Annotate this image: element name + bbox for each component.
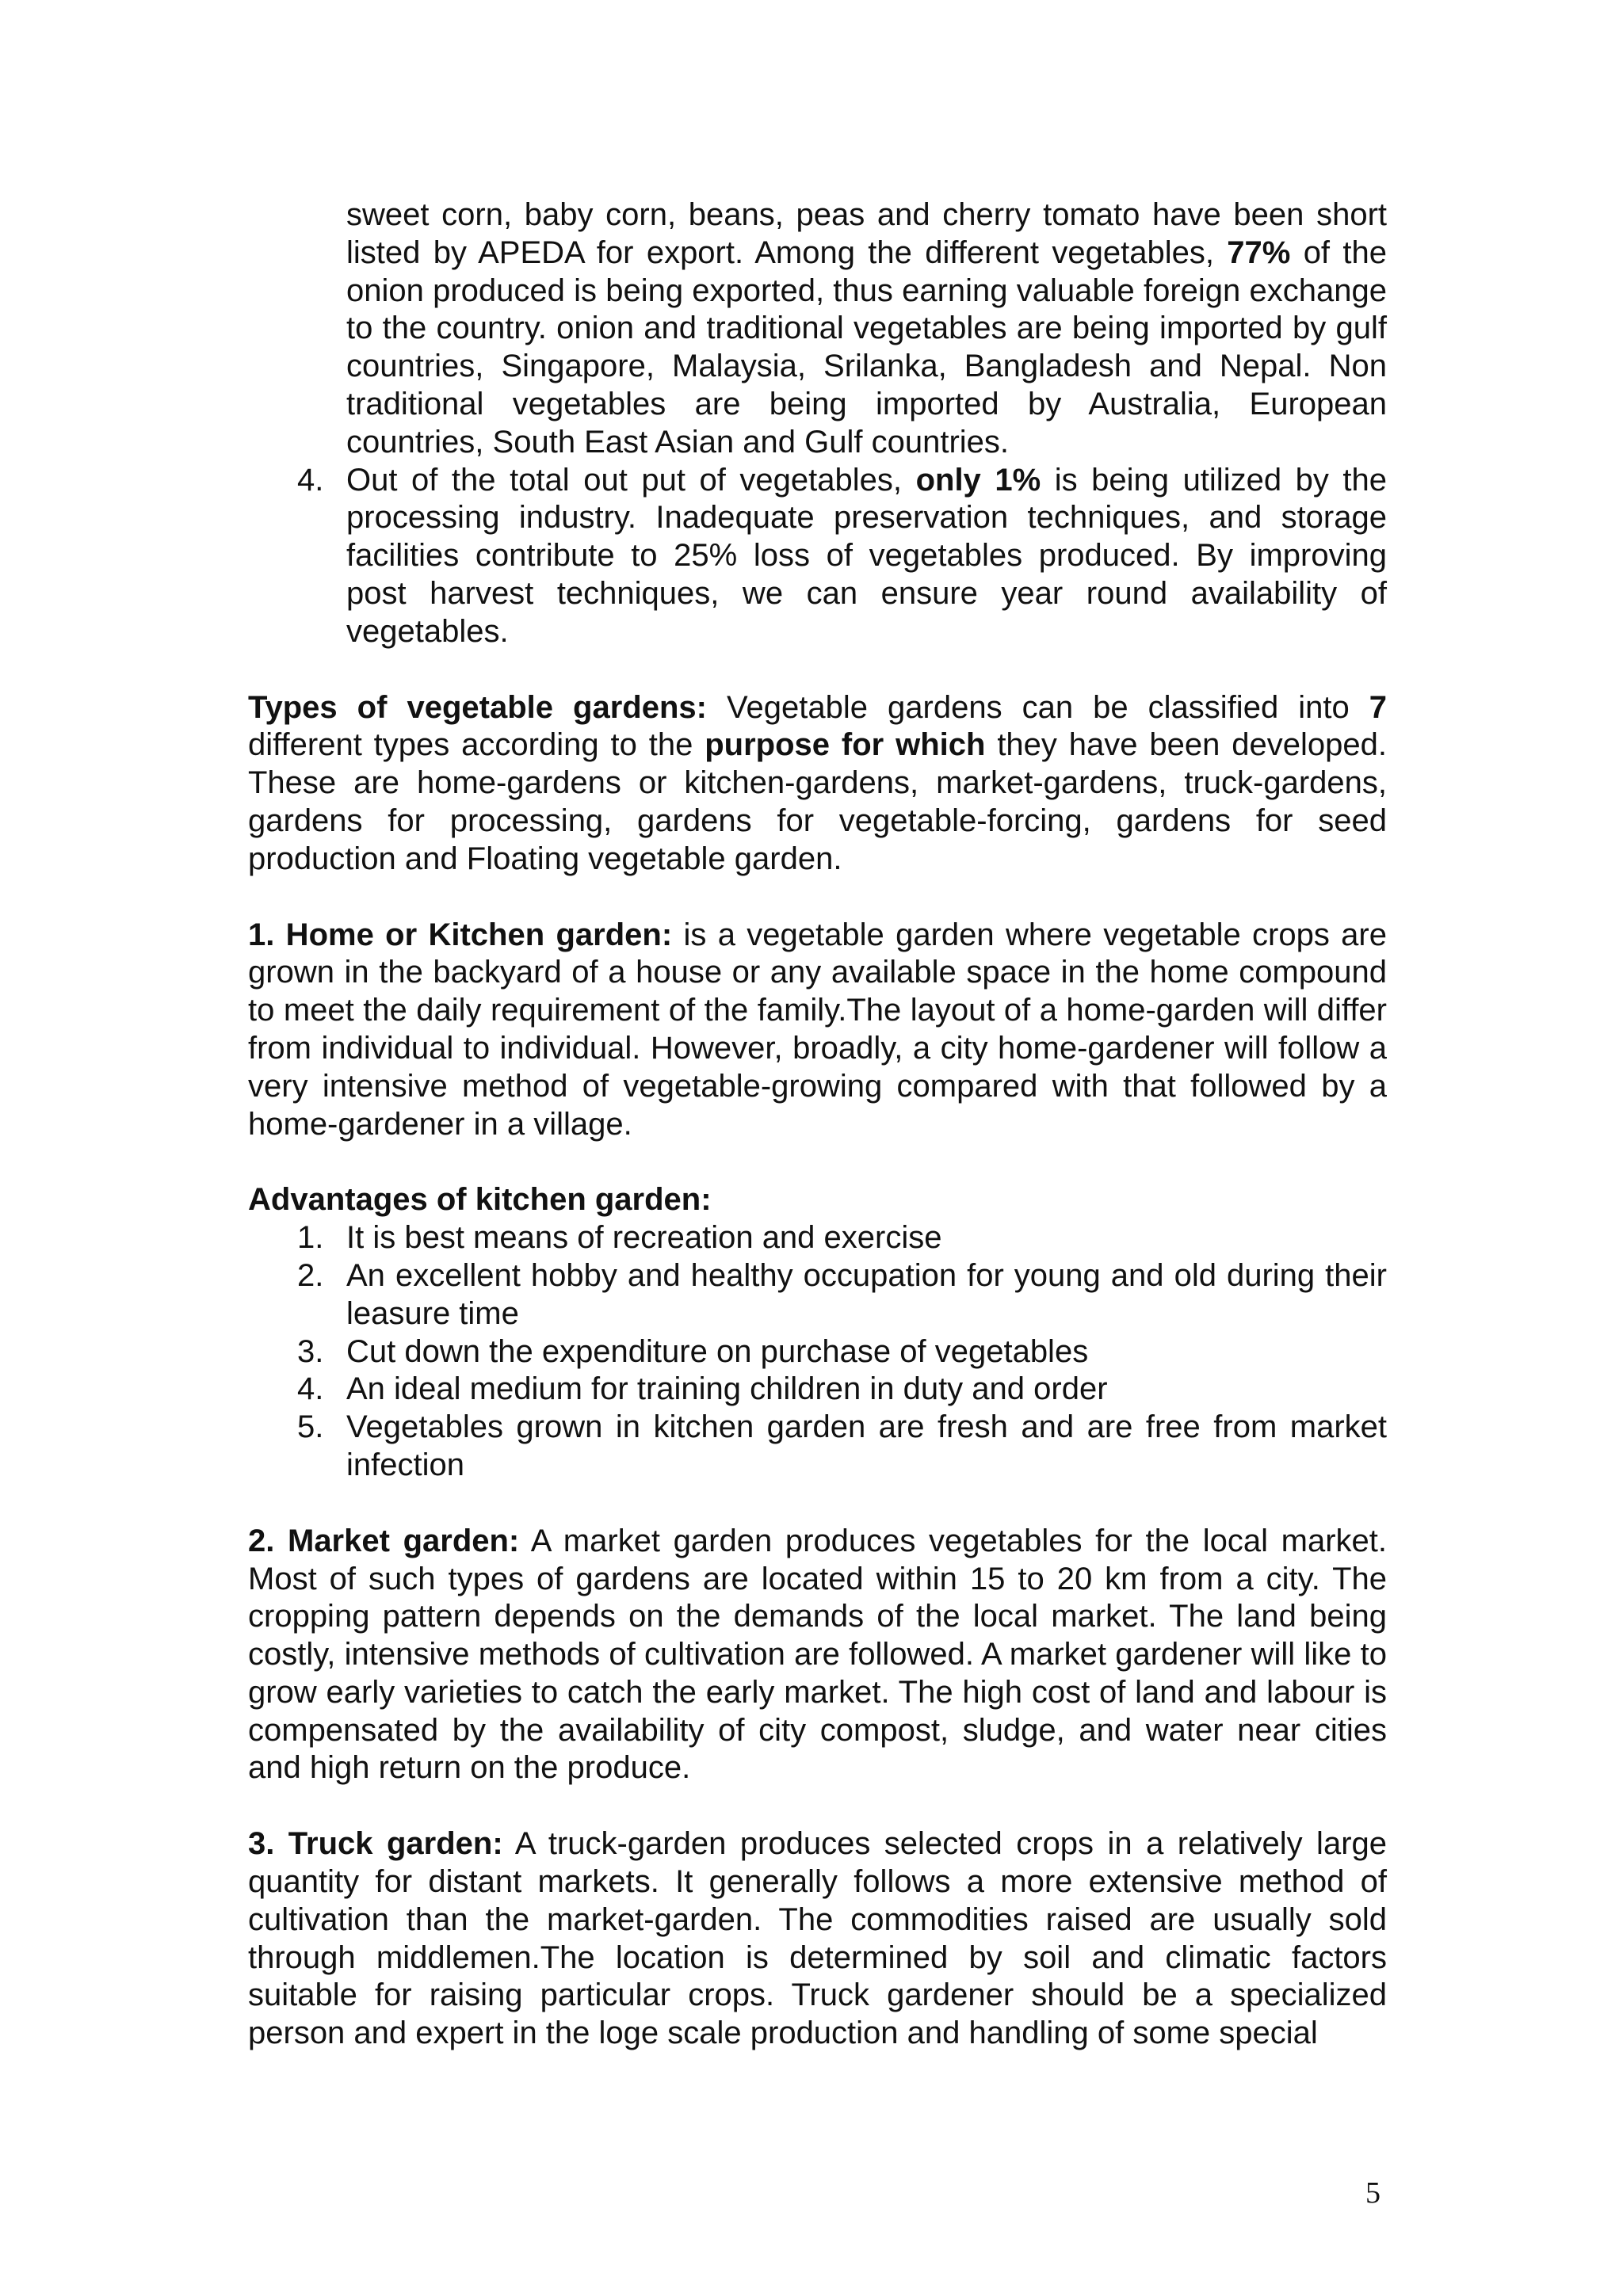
- paragraph-text: different types according to the: [248, 727, 705, 763]
- bold-figure: only 1%: [915, 462, 1041, 498]
- section-heading: 3. Truck garden:: [248, 1826, 503, 1862]
- advantages-list: [248, 1219, 1387, 1485]
- list-item: [248, 1257, 1387, 1333]
- paragraph-text: they have been developed. These are home-gardens or kitchen-gardens, market-gardens, truck-gardens, gardens for processing, gardens for vegetable-forcing, gardens for seed production and Floating vegetable garden.: [248, 727, 1387, 876]
- market-garden-paragraph: [248, 1523, 1387, 1788]
- list-item-number: 1.: [297, 1220, 324, 1256]
- list-item-text: is being utilized by the processing industry. Inadequate preservation techniques, and storage facilities contribute to 25% loss of vegetables produced. By improving post harvest techniques, we can ensure year round availability of vegetables.: [346, 462, 1388, 649]
- list-item-text: Cut down the expenditure on purchase of vegetables: [346, 1333, 1089, 1369]
- page-content: [248, 196, 1387, 2053]
- truck-garden-paragraph: [248, 1825, 1387, 2053]
- section-heading: 2. Market garden:: [248, 1523, 520, 1558]
- list-item: [248, 1371, 1387, 1409]
- list-item-number: 5.: [297, 1409, 324, 1445]
- list-item-number: 3.: [297, 1333, 324, 1369]
- list-item-number: 4.: [297, 1371, 324, 1407]
- advantages-heading: [248, 1181, 1387, 1219]
- bold-number: 7: [1369, 689, 1388, 725]
- paragraph-text: A market garden produces vegetables for the local market. Most of such types of gardens are located within 15 to 20 km from a city. The cropping pattern depends on the demands of the local market. The land being costly, intensive methods of cultivation are followed. A market gardener will like to grow early varieties to catch the early market. The high cost of land and labour is compensated by the availability of city compost, sludge, and water near cities and high return on the produce.: [248, 1523, 1387, 1786]
- paragraph-text: is a vegetable garden where vegetable crops are grown in the backyard of a house or any available space in the home compound to meet the daily requirement of the family.The layout of a home-garden will differ from individual to individual. However, broadly, a city home-gardener will follow a very intensive method of vegetable-growing compared with that followed by a home-gardener in a village.: [248, 917, 1387, 1142]
- list-item-text: Out of the total out put of vegetables,: [346, 462, 916, 498]
- section-heading: 1. Home or Kitchen garden:: [248, 917, 673, 952]
- list-item: [248, 1333, 1387, 1371]
- bold-figure: 77%: [1227, 235, 1291, 270]
- home-garden-paragraph: [248, 917, 1387, 1144]
- export-list: [248, 196, 1387, 651]
- list-item-text: sweet corn, baby corn, beans, peas and cherry tomato have been short listed by APEDA for export. Among the different vegetables,: [346, 197, 1387, 270]
- list-item-number: 4.: [297, 462, 324, 498]
- list-item-text: of the onion produced is being exported, thus earning valuable foreign exchange to the country. onion and traditional vegetables are being imported by gulf countries, Singapore, Malaysia, Srilanka, Bangladesh and Nepal. Non traditional vegetables are being imported by Australia, European countries, South East Asian and Gulf countries.: [346, 235, 1387, 460]
- list-item-text: An ideal medium for training children in duty and order: [346, 1371, 1108, 1407]
- paragraph-text: Vegetable gardens can be classified into: [706, 689, 1369, 725]
- section-heading: Types of vegetable gardens:: [248, 689, 707, 725]
- list-item-text: An excellent hobby and healthy occupation for young and old during their leasure time: [346, 1257, 1387, 1331]
- types-paragraph: [248, 689, 1387, 879]
- bold-phrase: purpose for which: [705, 727, 986, 763]
- list-item-text: Vegetables grown in kitchen garden are fresh and are free from market infection: [346, 1409, 1387, 1482]
- paragraph-text: A truck-garden produces selected crops in a relatively large quantity for distant markets. It generally follows a more extensive method of cultivation than the market-garden. The commodities raised are usually sold through middlemen.The location is determined by soil and climatic factors suitable for raising particular crops. Truck gardener should be a specialized person and expert in the loge scale production and handling of some special: [248, 1826, 1388, 2051]
- section-heading: Advantages of kitchen garden:: [248, 1182, 712, 1218]
- list-item-text: It is best means of recreation and exercise: [346, 1220, 942, 1256]
- page-number: 5: [1365, 2176, 1381, 2210]
- list-item: [248, 196, 1387, 462]
- list-item-number: 2.: [297, 1257, 324, 1293]
- list-item: [248, 1219, 1387, 1257]
- list-item: [248, 462, 1387, 651]
- list-item: [248, 1409, 1387, 1485]
